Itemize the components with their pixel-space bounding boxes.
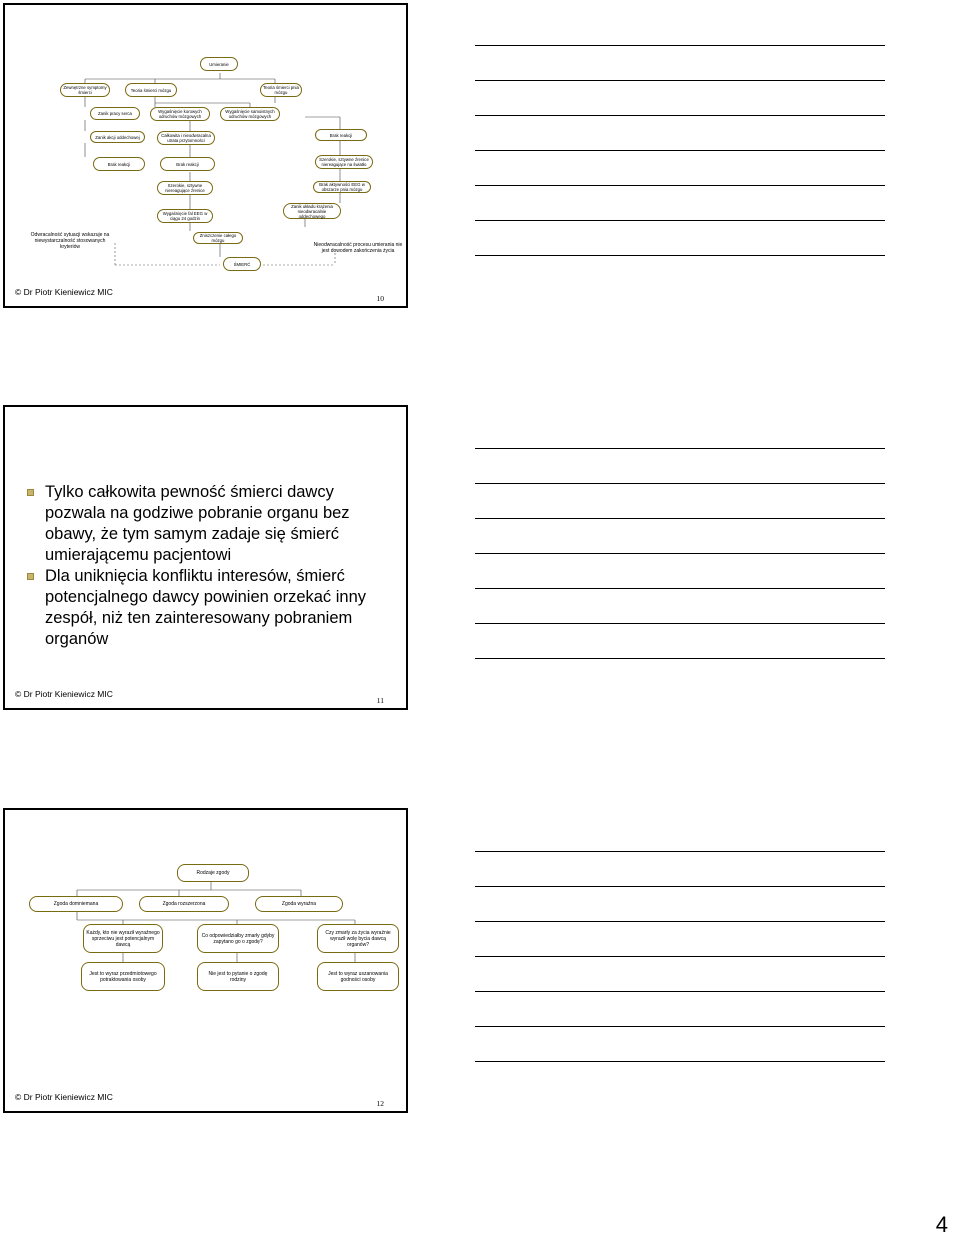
node-co-odpowiedzialby: Co odpowiedziałby zmarły gdyby zapytano go o zgodę? xyxy=(197,924,279,953)
slide-footer: © Dr Piotr Kieniewicz MIC xyxy=(15,1092,113,1102)
node-zgoda-domniemana: Zgoda domniemana xyxy=(29,896,123,912)
node-teoria-smierci-pnia: Teoria śmierci pnia mózgu xyxy=(260,83,302,97)
bullet-text: Tylko całkowita pewność śmierci dawcy pozwala na godziwe pobranie organu bez obawy, że tym samym zadaje się śmierć umierającemu pacjentowi xyxy=(45,483,350,564)
node-brak-reakcji-middle: Brak reakcji xyxy=(160,157,215,171)
node-brak-reakcji-left: Brak reakcji xyxy=(93,157,145,171)
text-odwracalnosc: Odwracalność sytuacji wskazuje na niewystarczalność stosowanych kryteriów xyxy=(30,232,110,250)
bullet-square-icon xyxy=(27,489,34,496)
node-szerokie-zrenice-right: Szerokie, sztywne źrenice niereagujące na światło xyxy=(315,155,373,169)
node-czy-zmarly: Czy zmarły za życia wyraźnie wyraził wolę bycia dawcą organów? xyxy=(317,924,399,953)
node-umieranie: Umieranie xyxy=(200,57,238,71)
node-teoria-smierci-mozgu: Teoria śmierci mózgu xyxy=(125,83,177,97)
slide-11 xyxy=(3,405,408,710)
bullet-item xyxy=(27,566,397,650)
slide-number: 10 xyxy=(376,294,384,303)
node-wygasniecie-samoistnych: Wygaśnięcie samoistnych odruchów mózgowych xyxy=(220,107,280,121)
slide-10 xyxy=(3,3,408,308)
node-zgoda-rozszerzona: Zgoda rozszerzona xyxy=(139,896,229,912)
slide-number: 12 xyxy=(376,1099,384,1108)
node-rodzaje-zgody: Rodzaje zgody xyxy=(177,864,249,882)
page-number: 4 xyxy=(935,1212,948,1237)
node-calkowita-utrata: Całkowita i nieodwracalna utrata przytomności xyxy=(157,131,215,145)
bullet-list xyxy=(27,482,397,650)
node-zgoda-wyrazna: Zgoda wyraźna xyxy=(255,896,343,912)
consent-chart-connectors xyxy=(5,810,406,1111)
node-zewnetrzne-symptomy: Zewnętrzne symptomy śmierci xyxy=(60,83,110,97)
node-zniszczenie-mozgu: Zniszczenie całego mózgu xyxy=(193,232,243,244)
node-wygasniecie-korowych: Wygaśnięcie korowych odruchów mózgowych xyxy=(150,107,210,121)
text-nieodwracalnosc: Nieodwracalność procesu umierania nie jest dowodem zakończenia życia xyxy=(313,242,403,254)
node-nie-jest-to-pytanie: Nie jest to pytanie o zgodę rodziny xyxy=(197,962,279,991)
bullet-item xyxy=(27,482,397,566)
node-przedmiotowe-potraktowanie: Jest to wyraz przedmiotowego potraktowania osoby xyxy=(81,962,165,991)
bullet-square-icon xyxy=(27,573,34,580)
node-zanik-pracy-serca: Zanik pracy serca xyxy=(90,107,140,120)
node-uszanowanie-godnosci: Jest to wyraz uszanowania godności osoby xyxy=(317,962,399,991)
node-zanik-ukladu-krazenia: Zanik układu krążenia nieodwracalnie oddechowego xyxy=(283,203,341,219)
node-wygaszenie-fal-eeg: Wygaśnięcie fal EEG w ciągu 24 godzin xyxy=(157,209,213,223)
slide-12 xyxy=(3,808,408,1113)
node-kazdy-kto-nie: Każdy, kto nie wyraził wyraźnego sprzeciwu jest potencjalnym dawcą xyxy=(83,924,163,953)
node-smierc: ŚMIERĆ xyxy=(223,257,261,271)
node-brak-aktywnosci-eeg: Brak aktywności EEG w obszarze pnia mózgu xyxy=(313,181,371,193)
node-szerokie-zrenice-middle: Szerokie, sztywne niereagujące źrenice xyxy=(157,181,213,195)
slide-number: 11 xyxy=(376,696,384,705)
node-zanik-akcji-oddechowej: Zanik akcji oddechowej xyxy=(90,131,145,143)
slide-footer: © Dr Piotr Kieniewicz MIC xyxy=(15,287,113,297)
slide-footer: © Dr Piotr Kieniewicz MIC xyxy=(15,689,113,699)
bullet-text: Dla uniknięcia konfliktu interesów, śmierć potencjalnego dawcy powinien orzekać inny zespół, niż ten zainteresowany pobraniem organów xyxy=(45,567,367,648)
node-brak-reakcji-right: Brak reakcji xyxy=(315,129,367,141)
